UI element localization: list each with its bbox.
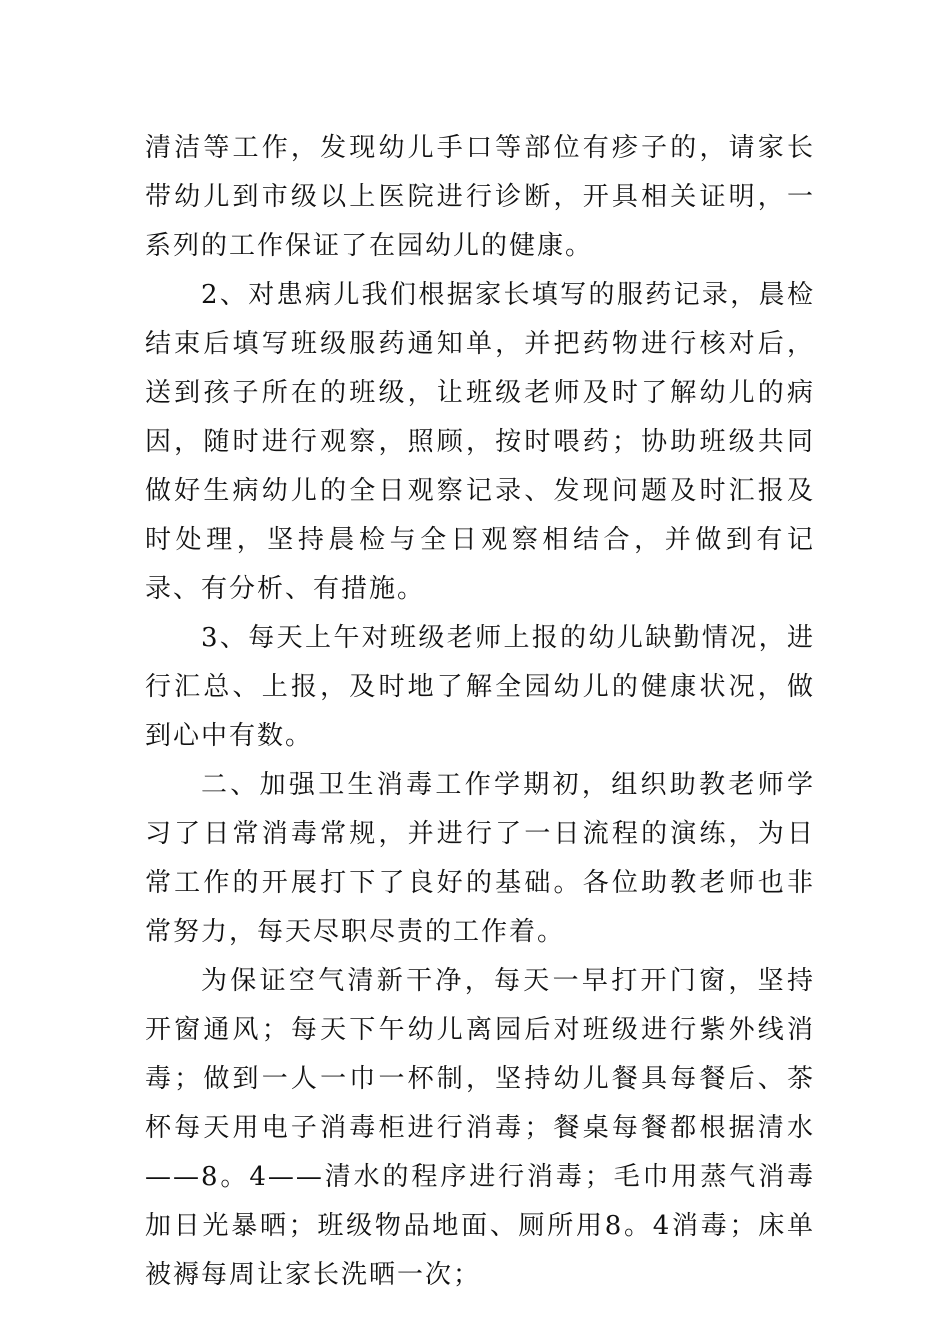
paragraph-4: 二、加强卫生消毒工作学期初，组织助教老师学习了日常消毒常规，并进行了一日流程的演练，为日常工作的开展打下了良好的基础。各位助教老师也非常努力，每天尽职尽责的工作着。 [145,770,815,947]
paragraph-2: 2、对患病儿我们根据家长填写的服药记录，晨检结束后填写班级服药通知单，并把药物进行核对后，送到孩子所在的班级，让班级老师及时了解幼儿的病因，随时进行观察，照顾，按时喂药；协助班级共同做好生病幼儿的全日观察记录、发现问题及时汇报及时处理，坚持晨检与全日观察相结合，并做到有记录、有分析、有措施。 [145,280,815,604]
document-body [145,124,815,1300]
paragraph-1: 清洁等工作，发现幼儿手口等部位有疹子的，请家长带幼儿到市级以上医院进行诊断，开具相关证明，一系列的工作保证了在园幼儿的健康。 [145,133,815,261]
paragraph-5: 为保证空气清新干净，每天一早打开门窗，坚持开窗通风；每天下午幼儿离园后对班级进行紫外线消毒；做到一人一巾一杯制，坚持幼儿餐具每餐后、茶杯每天用电子消毒柜进行消毒；餐桌每餐都根据清水——8。4——清水的程序进行消毒；毛巾用蒸气消毒加日光暴晒；班级物品地面、厕所用8。4消毒；床单被褥每周让家长洗晒一次； [145,966,815,1290]
paragraph-3: 3、每天上午对班级老师上报的幼儿缺勤情况，进行汇总、上报，及时地了解全园幼儿的健康状况，做到心中有数。 [145,623,815,751]
